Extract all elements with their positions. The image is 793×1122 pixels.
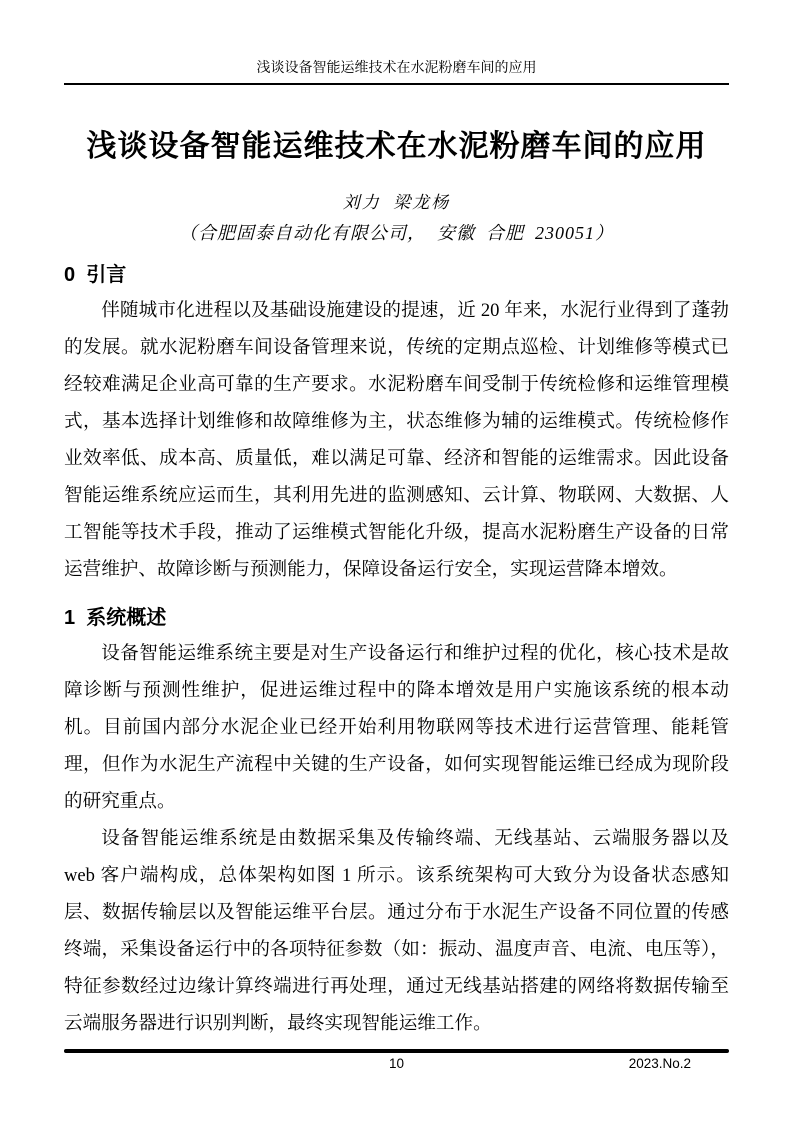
section-introduction xyxy=(64,260,729,588)
header-rule xyxy=(64,83,729,85)
section-system-overview xyxy=(64,603,729,1042)
footer-row xyxy=(64,1055,729,1073)
footer-rule xyxy=(64,1049,729,1053)
section-1-heading: 1 系统概述 xyxy=(64,607,167,629)
section-1-paragraph-1: 设备智能运维系统主要是对生产设备运行和维护过程的优化，核心技术是故障诊断与预测性维护，促进运维过程中的降本增效是用户实施该系统的根本动机。目前国内部分水泥企业已经开始利用物联网等技术进行运营管理、能耗管理，但作为水泥生产流程中关键的生产设备，如何实现智能运维已经成为现阶段的研究重点。 xyxy=(64,643,729,812)
affiliation: （合肥固泰自动化有限公司， 安徽 合肥 230051） xyxy=(179,223,614,243)
section-0-heading: 0 引言 xyxy=(64,264,127,286)
section-1-paragraph-2: 设备智能运维系统是由数据采集及传输终端、无线基站、云端服务器以及 web 客户端构成，总体架构如图 1 所示。该系统架构可大致分为设备状态感知层、数据传输层以及智能运维平台层。通过分布于水泥生产设备不同位置的传感终端，采集设备运行中的各项特征参数（如：振动、温度声音、电流、电压等），特征参数经过边缘计算终端进行再处理，通过无线基站搭建的网络将数据传输至云端服务器进行识别判断，最终实现智能运维工作。 xyxy=(64,828,729,1034)
running-header-title: 浅谈设备智能运维技术在水泥粉磨车间的应用 xyxy=(256,61,537,76)
section-0-paragraph-1: 伴随城市化进程以及基础设施建设的提速，近 20 年来，水泥行业得到了蓬勃的发展。就水泥粉磨车间设备管理来说，传统的定期点巡检、计划维修等模式已经较难满足企业高可靠的生产要求。水泥粉磨车间受制于传统检修和运维管理模式，基本选择计划维修和故障维修为主，状态维修为辅的运维模式。传统检修作业效率低、成本高、质量低，难以满足可靠、经济和智能的运维需求。因此设备智能运维系统应运而生，其利用先进的监测感知、云计算、物联网、大数据、人工智能等技术手段，推动了运维模式智能化升级，提高水泥粉磨生产设备的日常运营维护、故障诊断与预测能力，保障设备运行安全，实现运营降本增效。 xyxy=(64,300,729,580)
article-title: 浅谈设备智能运维技术在水泥粉磨车间的应用 xyxy=(86,130,707,163)
page-number: 10 xyxy=(388,1055,405,1071)
page-footer xyxy=(64,1049,729,1073)
article-body xyxy=(64,127,729,1042)
authors: 刘力 梁龙杨 xyxy=(342,193,451,212)
issue-label: 2023.No.2 xyxy=(628,1055,691,1071)
page-header xyxy=(64,0,729,85)
